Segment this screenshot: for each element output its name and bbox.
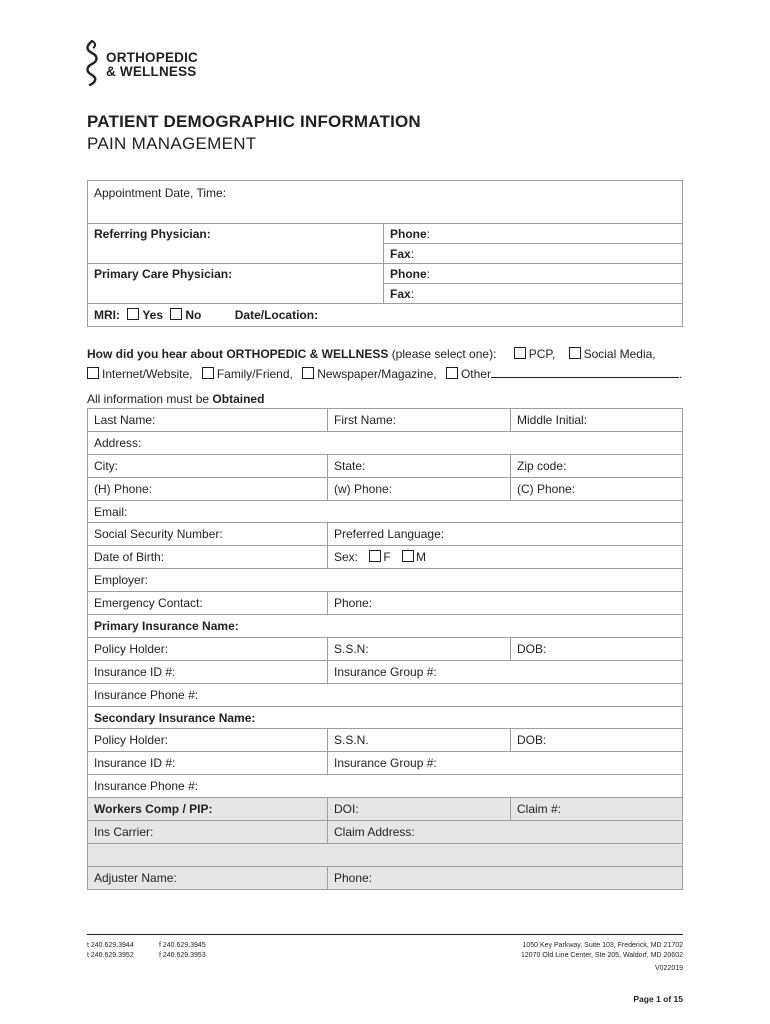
logo [84, 40, 198, 86]
referring-fax-field[interactable]: Fax: [384, 244, 683, 264]
secondary-ssn-field[interactable]: S.S.N. [328, 729, 511, 752]
caduceus-logo-icon [84, 40, 100, 86]
physician-table [87, 180, 683, 327]
preferred-language-field[interactable]: Preferred Language: [328, 523, 683, 546]
page-title: PATIENT DEMOGRAPHIC INFORMATION [87, 112, 421, 131]
ins-carrier-field[interactable]: Ins Carrier: [88, 821, 328, 844]
referring-physician-field[interactable]: Referring Physician: [88, 224, 384, 264]
doi-field[interactable]: DOI: [328, 798, 511, 821]
work-phone-field[interactable]: (w) Phone: [328, 477, 511, 500]
page-number: Page 1 of 15 [633, 994, 683, 1004]
secondary-insurance-field[interactable]: Secondary Insurance Name: [88, 706, 683, 729]
emergency-contact-field[interactable]: Emergency Contact: [88, 592, 328, 615]
dob-field[interactable]: Date of Birth: [88, 546, 328, 569]
primary-insurance-id-field[interactable]: Insurance ID #: [88, 660, 328, 683]
ssn-field[interactable]: Social Security Number: [88, 523, 328, 546]
referral-source-question: How did you hear about ORTHOPEDIC & WELLNESS (please select one): PCP, Social Media, Internet/Website, Family/Friend, Newspaper/Magazine, Other . [87, 347, 683, 381]
other-input-line[interactable] [491, 366, 679, 378]
mri-row: MRI: Yes No Date/Location: [88, 304, 683, 327]
mri-no-checkbox[interactable] [170, 308, 182, 320]
adjuster-phone-field[interactable]: Phone: [328, 866, 683, 889]
workers-comp-field[interactable]: Workers Comp / PIP: [88, 798, 328, 821]
footer [87, 934, 683, 972]
primary-ssn-field[interactable]: S.S.N: [328, 637, 511, 660]
city-field[interactable]: City: [88, 454, 328, 477]
newspaper-checkbox[interactable] [302, 367, 314, 379]
social-media-checkbox[interactable] [569, 347, 581, 359]
footer-addresses: 1050 Key Parkway, Suite 103, Frederick, MD 21702 12070 Old Line Center, Ste 205, Waldorf, MD 20602 [520, 942, 683, 959]
employer-field[interactable]: Employer: [88, 569, 683, 592]
primary-fax-field[interactable]: Fax: [384, 284, 683, 304]
secondary-insurance-group-field[interactable]: Insurance Group #: [328, 752, 683, 775]
adjuster-name-field[interactable]: Adjuster Name: [88, 866, 328, 889]
primary-insurance-group-field[interactable]: Insurance Group #: [328, 660, 683, 683]
version-code: V022019 [654, 965, 683, 972]
primary-care-physician-field[interactable]: Primary Care Physician: [88, 264, 384, 304]
primary-dob-field[interactable]: DOB: [511, 637, 683, 660]
secondary-insurance-phone-field[interactable]: Insurance Phone #: [88, 775, 683, 798]
family-friend-checkbox[interactable] [202, 367, 214, 379]
home-phone-field[interactable]: (H) Phone: [88, 477, 328, 500]
secondary-policy-holder-field[interactable]: Policy Holder: [88, 729, 328, 752]
first-name-field[interactable]: First Name: [328, 409, 511, 432]
claim-address-continued-field[interactable] [88, 843, 683, 866]
sex-field: Sex: F M [328, 546, 683, 569]
claim-number-field[interactable]: Claim #: [511, 798, 683, 821]
last-name-field[interactable]: Last Name: [88, 409, 328, 432]
logo-line2: & WELLNESS [106, 64, 197, 79]
internet-checkbox[interactable] [87, 367, 99, 379]
other-checkbox[interactable] [446, 367, 458, 379]
secondary-dob-field[interactable]: DOB: [511, 729, 683, 752]
state-field[interactable]: State: [328, 454, 511, 477]
footer-phones: t 240.629.3944 t 240.629.3952 f 240.629.3945 f 240.629.3953 [87, 942, 206, 959]
mri-date-location-label: Date/Location: [234, 308, 319, 322]
pcp-checkbox[interactable] [514, 347, 526, 359]
claim-address-field[interactable]: Claim Address: [328, 821, 683, 844]
page-subtitle: PAIN MANAGEMENT [87, 134, 257, 153]
address-field[interactable]: Address: [88, 431, 683, 454]
email-field[interactable]: Email: [88, 500, 683, 523]
primary-phone-field[interactable]: Phone: [384, 264, 683, 284]
all-info-note: All information must be Obtained [87, 392, 265, 406]
demographics-table [87, 408, 683, 890]
primary-insurance-field[interactable]: Primary Insurance Name: [88, 615, 683, 638]
referring-phone-field[interactable]: Phone: [384, 224, 683, 244]
sex-female-checkbox[interactable] [369, 550, 381, 562]
primary-policy-holder-field[interactable]: Policy Holder: [88, 637, 328, 660]
mri-yes-checkbox[interactable] [127, 308, 139, 320]
emergency-phone-field[interactable]: Phone: [328, 592, 683, 615]
logo-line1: ORTHOPEDIC [106, 50, 199, 65]
appointment-field[interactable]: Appointment Date, Time: [88, 181, 683, 224]
sex-male-checkbox[interactable] [402, 550, 414, 562]
secondary-insurance-id-field[interactable]: Insurance ID #: [88, 752, 328, 775]
primary-insurance-phone-field[interactable]: Insurance Phone #: [88, 683, 683, 706]
cell-phone-field[interactable]: (C) Phone: [511, 477, 683, 500]
zip-field[interactable]: Zip code: [511, 454, 683, 477]
middle-initial-field[interactable]: Middle Initial: [511, 409, 683, 432]
